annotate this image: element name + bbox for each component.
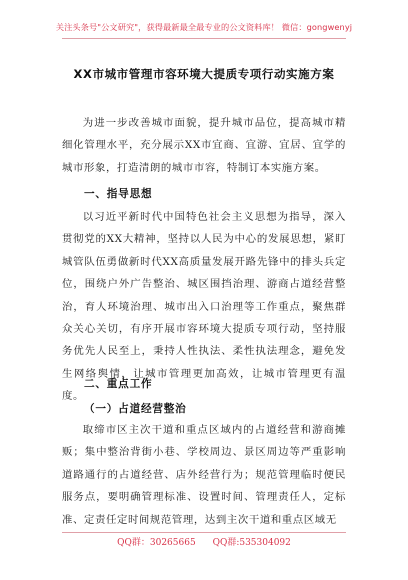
footer-divider xyxy=(62,532,346,533)
subsection-heading-road-occupation: （一）占道经营整治 xyxy=(84,403,187,415)
intro-paragraph: 为进一步改善城市面貌，提升城市品位，提高城市精细化管理水平，充分展示XX市宜商、宜游、宜居、宜学的城市形象，打造清朗的城市市容，特制订本实施方案。 xyxy=(62,117,346,174)
header-divider xyxy=(62,38,346,39)
guiding-ideology-paragraph: 以习近平新时代中国特色社会主义思想为指导，深入贯彻党的XX大精神，坚持以人民为中心的发展思想，紧盯城管队伍勇做新时代XX高质量发展开路先锋中的排头兵定位，围绕户外广告整治、城区围挡治理、游商占道经营整治，育人环境治理、城市出入口治理等工作重点，聚焦群众关心关切，有序开展市容环境大提质专项行动，坚持服务优先人民至上，秉持人性执法、柔性执法理念，避免发生网络舆情，让城市管理更加高效，让城市管理更有温度。 xyxy=(62,211,346,403)
footer-contacts xyxy=(0,535,408,548)
footer-qq-group-1: QQ群：30265665 xyxy=(117,538,196,548)
road-occupation-paragraph: 取缔市区主次干道和重点区域内的占道经营和游商摊贩；集中整治背街小巷、学校周边、景区周边等严重影响道路通行的占道经营、店外经营行为；规范管理临时便民服务点，要明确管理标准、设置时间、管理责任人，定标准、定责任定时间规范管理，达到主次干道和重点区域无 xyxy=(62,424,346,526)
document-title: XX市城市管理市容环境大提质专项行动实施方案 xyxy=(73,67,335,81)
promo-banner: 关注头条号"公文研究"，获得最新最全最专业的公文资料库！ 微信：gongwenyj xyxy=(55,22,353,32)
section-heading-guiding-ideology: 一、指导思想 xyxy=(84,188,153,200)
section-heading-key-work: 二、重点工作 xyxy=(84,378,153,390)
footer-qq-group-2: QQ群:535304092 xyxy=(212,538,291,548)
